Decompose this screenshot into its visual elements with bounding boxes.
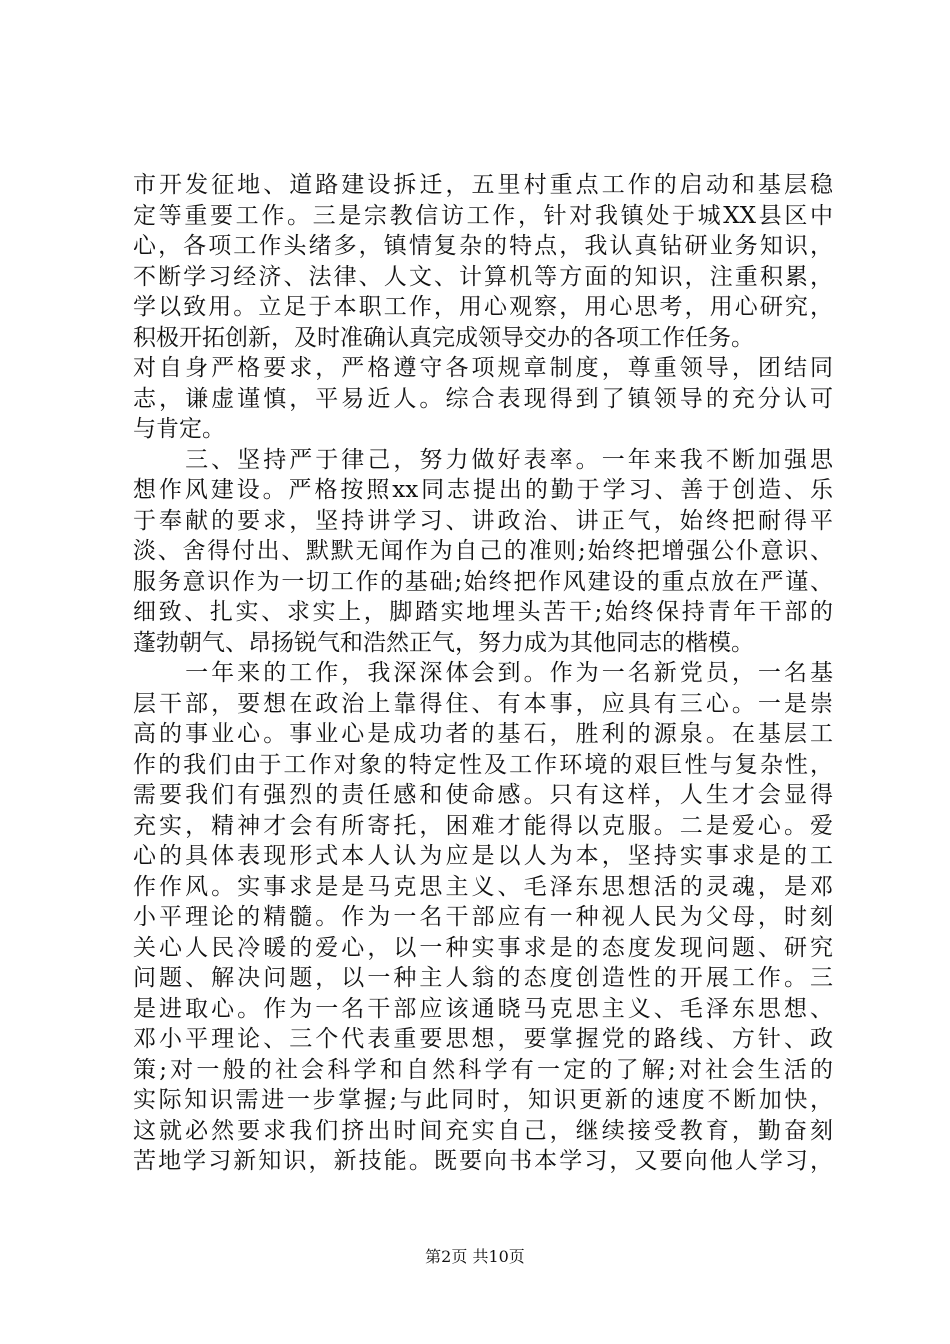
text-line: 想作风建设。严格按照xx同志提出的勤于学习、善于创造、乐 — [133, 477, 833, 503]
text-line: 苦地学习新知识，新技能。既要向书本学习，又要向他人学习， — [133, 1148, 833, 1174]
text-line: 需要我们有强烈的责任感和使命感。只有这样，人生才会显得 — [133, 782, 833, 808]
text-line: 与肯定。 — [133, 416, 225, 442]
text-line: 实际知识需进一步掌握;与此同时，知识更新的速度不断加快， — [133, 1087, 833, 1113]
text-line: 策;对一般的社会科学和自然科学有一定的了解;对社会生活的 — [133, 1056, 833, 1083]
text-line: 作作风。实事求是是马克思主义、毛泽东思想活的灵魂，是邓 — [133, 873, 833, 900]
text-line: 志，谦虚谨慎，平易近人。综合表现得到了镇领导的充分认可 — [133, 385, 833, 412]
body-text — [133, 170, 833, 1177]
text-line: 小平理论的精髓。作为一名干部应有一种视人民为父母，时刻 — [133, 904, 833, 930]
text-line: 层干部，要想在政治上靠得住、有本事，应具有三心。一是崇 — [133, 690, 833, 717]
text-line: 淡、舍得付出、默默无闻作为自己的准则;始终把增强公仆意识、 — [133, 538, 833, 564]
page-number-footer: 第2页 共10页 — [425, 1247, 525, 1266]
text-line: 充实，精神才会有所寄托，困难才能得以克服。二是爱心。爱 — [133, 812, 833, 839]
text-line: 邓小平理论、三个代表重要思想，要掌握党的路线、方针、政 — [133, 1026, 833, 1052]
text-line: 一年来的工作，我深深体会到。作为一名新党员，一名基 — [133, 660, 833, 686]
text-line: 是进取心。作为一名干部应该通晓马克思主义、毛泽东思想、 — [133, 995, 833, 1022]
text-line: 三、坚持严于律己，努力做好表率。一年来我不断加强思 — [133, 446, 833, 473]
text-line: 心的具体表现形式本人认为应是以人为本，坚持实事求是的工 — [133, 843, 833, 869]
text-line: 服务意识作为一切工作的基础;始终把作风建设的重点放在严谨、 — [133, 568, 833, 595]
text-line: 心，各项工作头绪多，镇情复杂的特点，我认真钻研业务知识， — [133, 233, 833, 259]
text-line: 定等重要工作。三是宗教信访工作，针对我镇处于城XX县区中 — [133, 202, 833, 229]
text-line: 积极开拓创新，及时准确认真完成领导交办的各项工作任务。 — [133, 324, 754, 351]
text-line: 对自身严格要求，严格遵守各项规章制度，尊重领导，团结同 — [133, 355, 833, 381]
text-line: 于奉献的要求，坚持讲学习、讲政治、讲正气，始终把耐得平 — [133, 507, 833, 534]
text-line: 关心人民冷暖的爱心，以一种实事求是的态度发现问题、研究 — [133, 934, 833, 961]
text-line: 学以致用。立足于本职工作，用心观察，用心思考，用心研究， — [133, 294, 833, 320]
text-line: 蓬勃朝气、昂扬锐气和浩然正气，努力成为其他同志的楷模。 — [133, 629, 754, 656]
text-line: 不断学习经济、法律、人文、计算机等方面的知识，注重积累， — [133, 263, 833, 290]
text-line: 问题、解决问题，以一种主人翁的态度创造性的开展工作。三 — [133, 965, 833, 991]
text-line: 这就必然要求我们挤出时间充实自己，继续接受教育，勤奋刻 — [133, 1117, 833, 1144]
text-line: 细致、扎实、求实上，脚踏实地埋头苦干;始终保持青年干部的 — [133, 599, 833, 625]
text-line: 高的事业心。事业心是成功者的基石，胜利的源泉。在基层工 — [133, 721, 833, 747]
text-line: 市开发征地、道路建设拆迁，五里村重点工作的启动和基层稳 — [133, 172, 833, 198]
text-line: 作的我们由于工作对象的特定性及工作环境的艰巨性与复杂性， — [133, 751, 833, 778]
